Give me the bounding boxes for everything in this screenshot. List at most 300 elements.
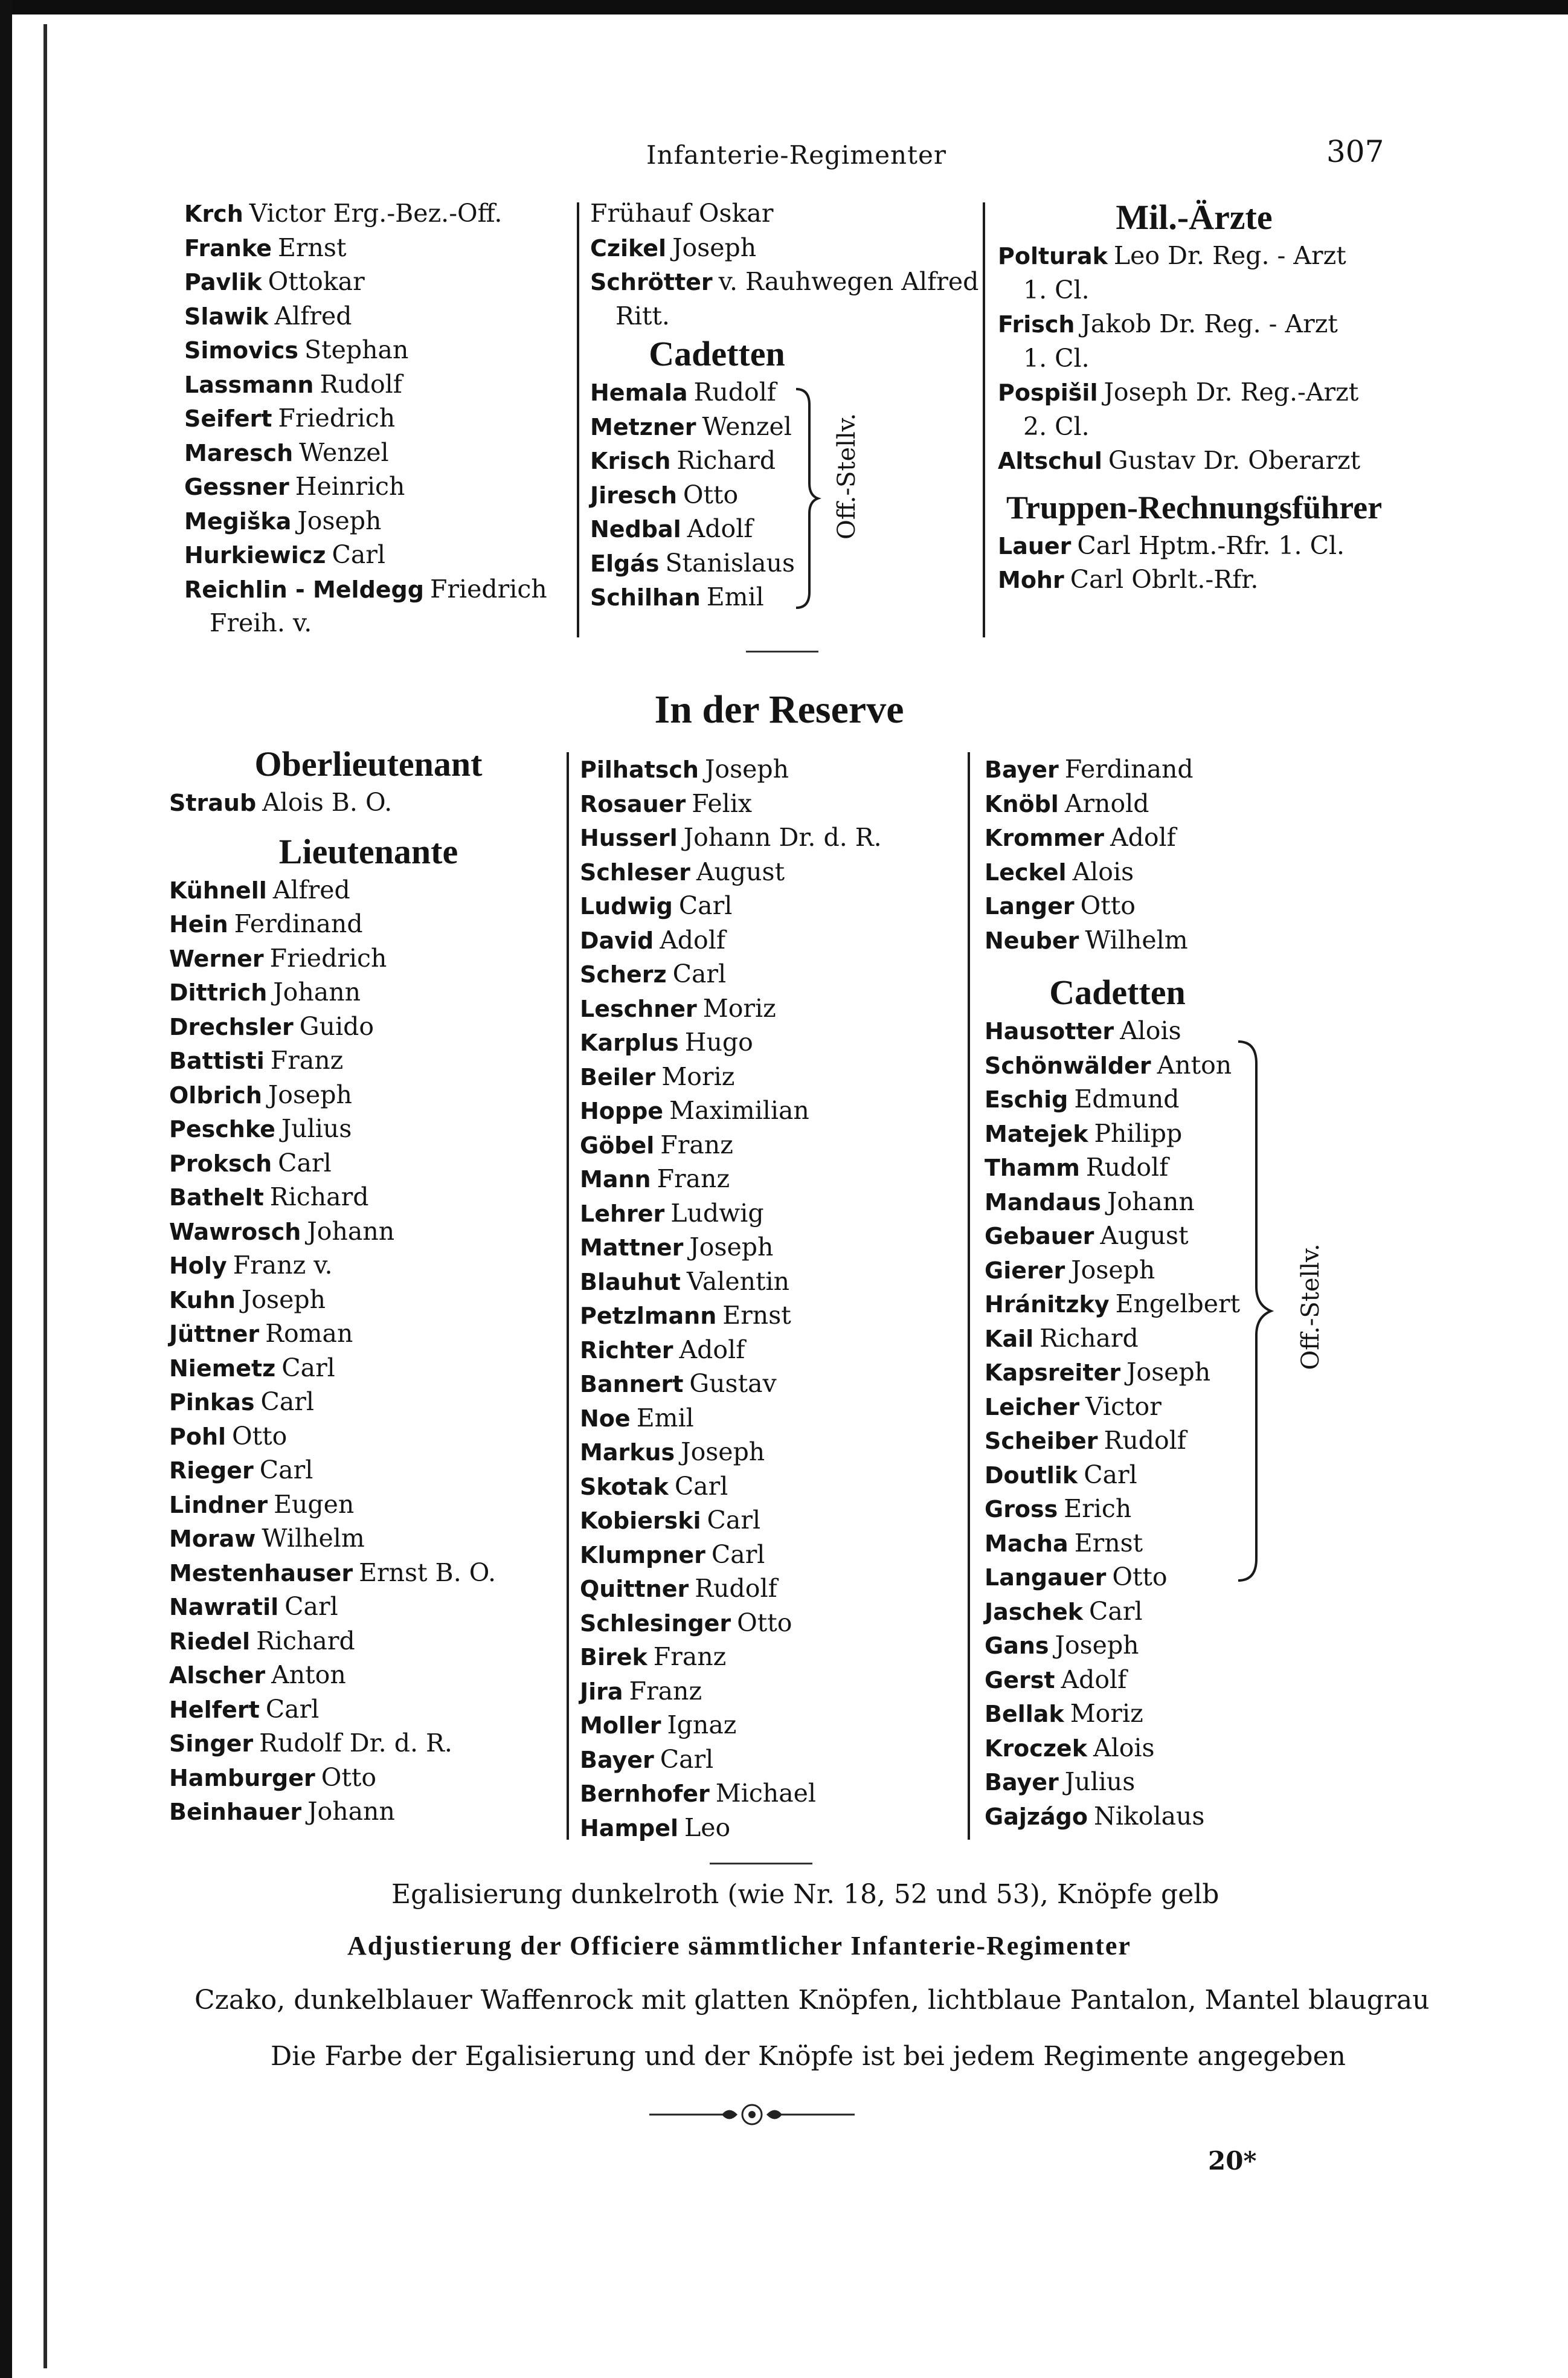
- given-name: Joseph: [689, 1232, 774, 1262]
- given-name: Victor Erg.-Bez.-Off.: [249, 199, 503, 228]
- given-name: Stephan: [304, 335, 409, 364]
- surname: Gessner: [184, 474, 289, 500]
- given-name: Carl: [1084, 1460, 1137, 1489]
- name-entry: [169, 1214, 568, 1249]
- name-entry: [998, 307, 1396, 341]
- name-entry: [169, 1453, 568, 1487]
- given-name: Joseph: [268, 1080, 352, 1109]
- name-entry: [184, 367, 571, 402]
- given-name: Carl: [332, 540, 385, 569]
- name-entry: [590, 231, 989, 265]
- surname: Schleser: [580, 859, 690, 886]
- name-entry: [580, 1094, 966, 1128]
- name-entry: [169, 1248, 568, 1283]
- oberlieutenant-heading: Oberlieutenant: [254, 744, 483, 784]
- name-entry: [169, 1043, 568, 1078]
- given-name: Philipp: [1094, 1118, 1183, 1148]
- surname: Wawrosch: [169, 1218, 301, 1245]
- given-name: Adolf: [1061, 1664, 1127, 1694]
- given-name: Emil: [636, 1403, 694, 1432]
- name-entry: [580, 1571, 966, 1606]
- given-name: Carl: [265, 1694, 320, 1724]
- name-entry: [184, 265, 571, 299]
- given-name: Edmund: [1074, 1084, 1180, 1113]
- given-name: Jakob Dr. Reg. - Arzt: [1081, 309, 1338, 338]
- surname: Hausotter: [985, 1018, 1114, 1045]
- given-name: Carl Hptm.-Rfr. 1. Cl.: [1077, 530, 1345, 560]
- surname: Leckel: [985, 859, 1067, 886]
- surname: Seifert: [184, 405, 272, 432]
- name-entry: [590, 410, 989, 444]
- surname: Bayer: [985, 1769, 1059, 1796]
- given-name: Otto: [321, 1762, 376, 1792]
- reserve-col1: [169, 743, 568, 1829]
- continuation-line: 2. Cl.: [1023, 411, 1090, 441]
- name-entry: [580, 752, 966, 787]
- surname: Franke: [184, 234, 272, 262]
- given-name: Julius: [1064, 1767, 1136, 1796]
- surname: Ludwig: [580, 893, 673, 920]
- given-name: Otto: [232, 1421, 288, 1451]
- name-entry: [985, 1663, 1407, 1697]
- given-name: Anton: [271, 1660, 346, 1689]
- scan-border-top: [0, 0, 1568, 14]
- name-entry: [985, 1560, 1407, 1594]
- name-entry: [169, 1521, 568, 1556]
- given-name: August: [696, 857, 785, 886]
- name-entry: [580, 820, 966, 855]
- given-name: Adolf: [679, 1335, 745, 1364]
- surname: Elgás: [590, 550, 660, 577]
- given-name: Friedrich: [429, 574, 547, 604]
- surname: Klumpner: [580, 1541, 705, 1568]
- surname: David: [580, 927, 654, 954]
- name-entry: [169, 907, 568, 941]
- name-entry: [580, 1469, 966, 1504]
- given-name: Moriz: [1070, 1699, 1143, 1728]
- name-entry: [169, 1419, 568, 1454]
- surname: Moraw: [169, 1526, 256, 1552]
- surname: Nedbal: [590, 516, 681, 543]
- surname: Schrötter: [590, 269, 713, 295]
- surname: Leicher: [985, 1393, 1080, 1420]
- name-entry: [169, 1590, 568, 1624]
- given-name: Gustav: [689, 1369, 777, 1398]
- given-name: Carl Obrlt.-Rfr.: [1070, 565, 1259, 594]
- doctor-list: [998, 239, 1396, 478]
- surname: Riedel: [169, 1628, 251, 1655]
- given-name: Rudolf: [320, 369, 402, 399]
- surname: Knöbl: [985, 790, 1059, 817]
- given-name: Joseph: [1055, 1631, 1139, 1660]
- given-name: Adolf: [687, 514, 753, 543]
- name-entry: [985, 1390, 1407, 1424]
- surname: Pinkas: [169, 1389, 255, 1416]
- name-entry: [985, 1526, 1407, 1561]
- name-entry: [985, 1355, 1407, 1390]
- surname: Kühnell: [169, 877, 267, 904]
- surname: Altschul: [998, 448, 1102, 474]
- reserve-heading: In der Reserve: [654, 688, 904, 732]
- surname: Kail: [985, 1325, 1034, 1352]
- given-name: Arnold: [1064, 788, 1149, 818]
- surname: Scherz: [580, 961, 667, 988]
- name-entry: [985, 1731, 1407, 1765]
- name-entry: [985, 1048, 1407, 1083]
- surname: Leschner: [580, 995, 697, 1022]
- name-entry: [580, 1674, 966, 1709]
- given-name: Alfred: [274, 301, 352, 330]
- name-entry: [998, 239, 1396, 273]
- given-name: Richard: [269, 1182, 369, 1211]
- lieutenante-heading: Lieutenante: [278, 831, 458, 871]
- running-title: Infanterie-Regimenter: [646, 140, 946, 170]
- given-name: Carl: [707, 1506, 761, 1535]
- surname: Schönwälder: [985, 1052, 1151, 1079]
- given-name: Carl: [1089, 1596, 1143, 1626]
- surname: Krch: [184, 201, 243, 227]
- surname: Krommer: [985, 825, 1104, 851]
- name-entry: [985, 1458, 1407, 1492]
- surname: Pohl: [169, 1423, 227, 1450]
- given-name: Ferdinand: [1064, 755, 1194, 784]
- surname: Simovics: [184, 337, 299, 364]
- given-name: v. Rauhwegen Alfred: [718, 267, 979, 296]
- off-stellv-label: Off.-Stellv.: [833, 413, 861, 540]
- given-name: Ignaz: [667, 1710, 737, 1739]
- name-entry: [580, 889, 966, 923]
- column-rule: [983, 202, 985, 637]
- surname: Olbrich: [169, 1081, 262, 1109]
- surname: Birek: [580, 1644, 647, 1671]
- surname: Eschig: [985, 1086, 1068, 1113]
- column-rule: [567, 752, 569, 1840]
- ornament-divider-icon: [649, 2099, 855, 2130]
- given-name: Carl: [672, 959, 727, 988]
- name-entry: [169, 873, 568, 907]
- surname: Thamm: [985, 1155, 1080, 1181]
- surname: Helfert: [169, 1696, 260, 1723]
- page-number: 307: [1326, 134, 1384, 169]
- surname: Beinhauer: [169, 1799, 302, 1825]
- name-entry: [985, 1696, 1407, 1731]
- surname: Peschke: [169, 1116, 275, 1142]
- given-name: Joseph: [297, 506, 382, 535]
- surname: Polturak: [998, 243, 1108, 269]
- surname: Maresch: [184, 439, 294, 466]
- given-name: Franz: [660, 1130, 733, 1159]
- name-list: [590, 196, 989, 299]
- name-entry: [590, 580, 989, 614]
- continuation-line: Freih. v.: [210, 608, 312, 637]
- given-name: Michael: [715, 1779, 817, 1808]
- name-entry: [580, 1538, 966, 1572]
- given-name: Franz v.: [233, 1251, 333, 1280]
- given-name: Carl: [260, 1387, 314, 1416]
- name-entry: [169, 1078, 568, 1112]
- continuation-line: 1. Cl.: [1023, 275, 1090, 304]
- name-entry: [580, 1265, 966, 1299]
- name-entry: [985, 1765, 1407, 1799]
- surname: Hoppe: [580, 1098, 664, 1124]
- surname: Mohr: [998, 567, 1064, 593]
- given-name: Ernst B. O.: [359, 1558, 496, 1587]
- name-entry: [580, 1367, 966, 1401]
- surname: Pospišil: [998, 379, 1098, 406]
- given-name: Johann: [307, 1216, 395, 1246]
- given-name: Hugo: [684, 1028, 753, 1057]
- name-entry: [184, 231, 571, 265]
- name-entry: [590, 546, 989, 581]
- name-entry: [590, 265, 989, 299]
- name-entry: [985, 1321, 1407, 1356]
- given-name: Johann: [1107, 1187, 1195, 1216]
- given-name: Carl: [259, 1455, 313, 1484]
- given-name: Richard: [256, 1626, 355, 1655]
- given-name: Wilhelm: [262, 1524, 365, 1553]
- name-list: [580, 752, 966, 1845]
- surname: Werner: [169, 945, 264, 972]
- given-name: Rudolf Dr. d. R.: [259, 1729, 452, 1758]
- name-entry: [169, 941, 568, 976]
- name-entry: [169, 1385, 568, 1419]
- surname: Gebauer: [985, 1223, 1094, 1249]
- name-entry: [985, 1185, 1407, 1219]
- name-entry: [985, 1014, 1407, 1048]
- surname: Hampel: [580, 1814, 679, 1842]
- given-name: Ernst: [1074, 1528, 1143, 1558]
- surname: Mann: [580, 1166, 651, 1193]
- given-name: August: [1100, 1221, 1189, 1250]
- right-brace-icon: [791, 387, 821, 610]
- given-name: Franz: [653, 1642, 727, 1671]
- continuation-line: 1. Cl.: [1023, 343, 1090, 373]
- surname: Macha: [985, 1530, 1068, 1557]
- surname: Hemala: [590, 379, 688, 406]
- surname: Frisch: [998, 311, 1075, 338]
- surname: Hamburger: [169, 1764, 315, 1791]
- given-name: Rudolf: [1104, 1426, 1186, 1455]
- name-entry: [580, 1230, 966, 1265]
- name-entry: [998, 375, 1396, 410]
- name-entry: [985, 1150, 1407, 1185]
- name-entry: [169, 1761, 568, 1795]
- given-name: Richard: [676, 446, 776, 475]
- off-stellv-label: Off.-Stellv.: [1297, 1243, 1325, 1370]
- name-entry: [184, 333, 571, 367]
- name-entry: [184, 469, 571, 504]
- given-name: Friedrich: [269, 943, 387, 973]
- surname: Gross: [985, 1496, 1058, 1522]
- name-list: [169, 873, 568, 1829]
- surname: Husserl: [580, 825, 678, 851]
- doctors-heading: Mil.-Ärzte: [1116, 198, 1273, 237]
- surname: Bernhofer: [580, 1780, 710, 1807]
- surname: Scheiber: [985, 1428, 1098, 1454]
- surname: Mandaus: [985, 1188, 1102, 1216]
- surname: Krisch: [590, 448, 671, 474]
- surname: Hurkiewicz: [184, 542, 326, 569]
- name-entry: [985, 1253, 1407, 1287]
- right-brace-icon: [1232, 1039, 1274, 1583]
- surname: Battisti: [169, 1048, 265, 1074]
- given-name: Carl: [678, 891, 733, 920]
- surname: Richter: [580, 1336, 673, 1364]
- continuation-line: Ritt.: [615, 301, 670, 330]
- name-entry: [580, 1162, 966, 1196]
- name-entry: [985, 820, 1407, 855]
- given-name: Alois: [1072, 857, 1134, 886]
- name-entry: [169, 1283, 568, 1317]
- name-entry: [590, 196, 989, 231]
- name-entry: [184, 436, 571, 470]
- name-entry: [169, 1658, 568, 1692]
- given-name: Emil: [706, 582, 764, 611]
- name-entry: [184, 572, 571, 607]
- surname: Quittner: [580, 1576, 689, 1602]
- name-entry: [169, 1112, 568, 1146]
- name-entry: [169, 785, 568, 820]
- given-name: Carl: [284, 1592, 338, 1621]
- name-entry: [985, 923, 1407, 958]
- given-name: Moriz: [661, 1062, 735, 1091]
- surname: Pilhatsch: [580, 756, 699, 783]
- name-entry: [985, 1594, 1407, 1629]
- surname: Langauer: [985, 1564, 1107, 1591]
- given-name: Rudolf: [695, 1574, 777, 1603]
- name-list: [985, 1560, 1407, 1833]
- surname: Jaschek: [985, 1598, 1084, 1625]
- surname: Straub: [169, 790, 257, 816]
- surname: Nawratil: [169, 1594, 279, 1620]
- name-entry: [985, 889, 1407, 923]
- surname: Slawik: [184, 303, 269, 330]
- given-name: Friedrich: [278, 404, 396, 433]
- name-entry: [184, 299, 571, 334]
- name-entry: [169, 1351, 568, 1385]
- given-name: Leo Dr. Reg. - Arzt: [1113, 241, 1346, 270]
- given-name: Rudolf: [1085, 1153, 1169, 1182]
- given-name: Otto: [737, 1608, 792, 1637]
- surname: Neuber: [985, 927, 1079, 954]
- surname: Gierer: [985, 1257, 1065, 1284]
- surname: Jiresch: [590, 482, 677, 509]
- name-entry: [580, 855, 966, 889]
- name-entry: [580, 1435, 966, 1469]
- column-rule: [577, 202, 579, 637]
- scan-border-left: [0, 0, 12, 2378]
- given-name: Wilhelm: [1085, 925, 1188, 955]
- given-name: Alois: [1093, 1733, 1155, 1762]
- surname: Bannert: [580, 1371, 684, 1397]
- given-name: Joseph: [704, 755, 789, 784]
- given-name: Carl: [674, 1471, 728, 1501]
- given-name: Ottokar: [268, 267, 365, 296]
- surname: Bayer: [985, 756, 1059, 783]
- name-entry: [169, 1180, 568, 1214]
- given-name: Ludwig: [670, 1198, 764, 1228]
- active-col2: [590, 196, 989, 614]
- name-entry: [580, 1401, 966, 1436]
- name-entry: [998, 562, 1396, 597]
- surname: Kapsreiter: [985, 1359, 1121, 1386]
- name-entry: [985, 787, 1407, 821]
- given-name: Franz: [657, 1164, 730, 1193]
- name-list: [184, 196, 571, 606]
- given-name: Carl: [278, 1148, 332, 1178]
- surname: Blauhut: [580, 1268, 681, 1295]
- name-entry: [169, 1556, 568, 1590]
- given-name: Joseph: [1126, 1358, 1211, 1387]
- name-entry: [580, 1196, 966, 1231]
- surname: Hein: [169, 911, 228, 938]
- reserve-col2: [580, 752, 966, 1845]
- given-name: Heinrich: [295, 472, 405, 501]
- given-name: Valentin: [686, 1266, 790, 1296]
- short-rule: [746, 651, 818, 652]
- surname: Lauer: [998, 532, 1072, 559]
- accounting-list: [998, 529, 1396, 597]
- column-rule: [968, 752, 970, 1840]
- surname: Mattner: [580, 1234, 684, 1261]
- name-entry: [580, 1708, 966, 1742]
- surname: Metzner: [590, 413, 696, 440]
- name-list: [985, 752, 1407, 957]
- name-entry: [985, 1287, 1407, 1321]
- name-entry: [580, 1811, 966, 1845]
- given-name: Johann: [307, 1797, 395, 1826]
- surname: Hránitzky: [985, 1291, 1110, 1318]
- surname: Langer: [985, 893, 1075, 920]
- adjustierung-title: Adjustierung der Officiere sämmtlicher Infanterie-Regimenter: [347, 1931, 1131, 1961]
- surname: Bellak: [985, 1701, 1064, 1727]
- given-name: Wenzel: [702, 411, 792, 441]
- given-name: Alois B. O.: [262, 788, 393, 817]
- given-name: Julius: [281, 1114, 352, 1143]
- surname: Dittrich: [169, 979, 268, 1006]
- surname: Czikel: [590, 234, 667, 262]
- surname: Lehrer: [580, 1200, 665, 1227]
- surname: Holy: [169, 1252, 227, 1279]
- scan-border-edge: [43, 24, 47, 2368]
- surname: Singer: [169, 1730, 254, 1757]
- given-name: Ernst: [278, 233, 347, 262]
- active-col3: [998, 196, 1396, 597]
- given-name: Ernst: [722, 1301, 791, 1330]
- surname: Kobierski: [580, 1507, 701, 1534]
- surname: Beiler: [580, 1063, 656, 1091]
- name-entry: [580, 787, 966, 821]
- given-name: Otto: [683, 480, 739, 509]
- surname: Petzlmann: [580, 1303, 717, 1329]
- given-name: Felix: [692, 788, 753, 818]
- name-entry: [184, 504, 571, 538]
- name-entry: [985, 1219, 1407, 1253]
- surname: Bayer: [580, 1746, 654, 1773]
- given-name: Joseph: [241, 1284, 326, 1314]
- given-name: Joseph: [672, 233, 757, 262]
- surname: Moller: [580, 1712, 661, 1739]
- surname: Matejek: [985, 1120, 1088, 1147]
- given-name: Adolf: [1110, 823, 1176, 852]
- surname: Karplus: [580, 1030, 679, 1056]
- cadets-heading: Cadetten: [1049, 973, 1186, 1012]
- surname: Skotak: [580, 1473, 669, 1500]
- surname: Kroczek: [985, 1735, 1087, 1762]
- surname: Noe: [580, 1405, 631, 1432]
- name-entry: [169, 1726, 568, 1761]
- given-name: Alois: [1120, 1016, 1181, 1045]
